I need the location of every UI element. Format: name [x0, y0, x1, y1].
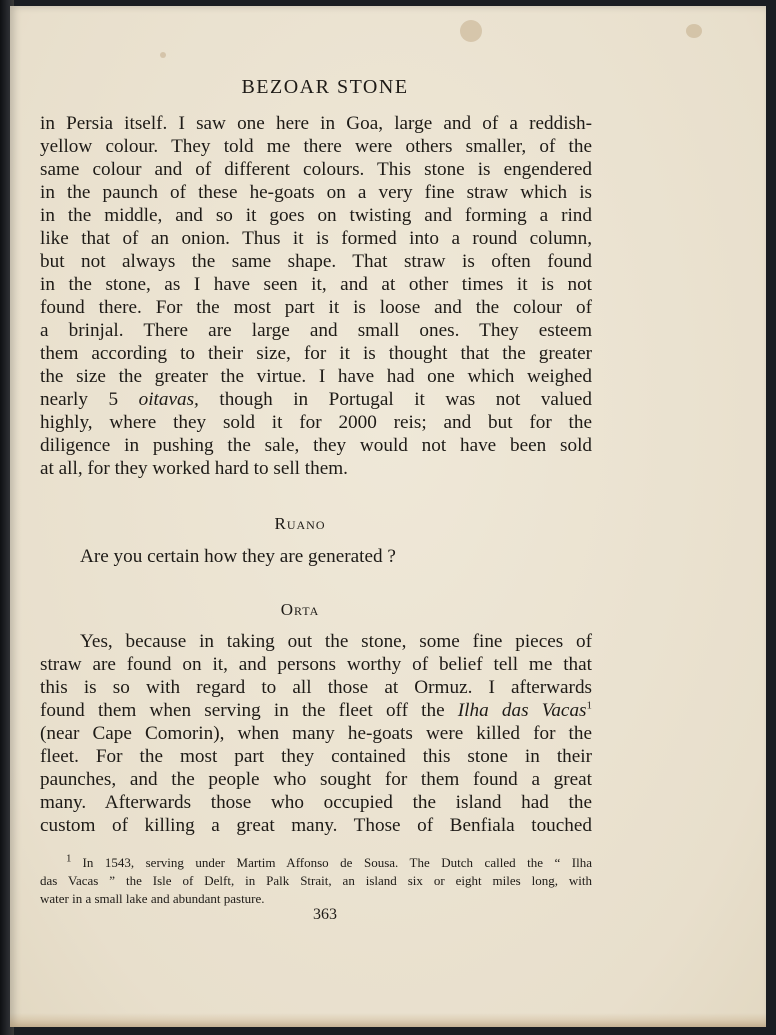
text-line: fleet. For the most part they contained this stone in their — [40, 746, 592, 767]
text-line: (near Cape Comorin), when many he-goats were killed for the — [40, 723, 592, 744]
text-line: in the middle, and so it goes on twisting and forming a rind — [40, 205, 592, 226]
italic-place-name: Ilha das Vacas — [457, 700, 587, 721]
book-page — [10, 6, 766, 1027]
text-line: the size the greater the virtue. I have had one which weighed — [40, 366, 592, 387]
question-text: Are you certain how they are generated ? — [80, 546, 396, 567]
footnote — [40, 854, 592, 908]
text-line: highly, where they sold it for 2000 reis; and but for the — [40, 412, 592, 433]
text-line: paunches, and the people who sought for them found a great — [40, 769, 592, 790]
text-line: in the paunch of these he-goats on a very fine straw which is — [40, 182, 592, 203]
paragraph-2 — [40, 630, 592, 837]
running-head: BEZOAR STONE — [241, 76, 409, 98]
text-line: yellow colour. They told me there were others smaller, of the — [40, 136, 592, 157]
text-line: many. Afterwards those who occupied the island had the — [40, 792, 592, 813]
text-line: in Persia itself. I saw one here in Goa, large and of a reddish- — [40, 113, 592, 134]
footnote-marker: 1 — [66, 852, 83, 865]
text-line: like that of an onion. Thus it is formed into a round column, — [40, 228, 592, 249]
text-line: them according to their size, for it is thought that the greater — [40, 343, 592, 364]
text-line: nearly 5 oitavas, though in Portugal it was not valued — [40, 389, 592, 410]
foxing-spot — [686, 24, 702, 38]
page-number: 363 — [313, 906, 337, 923]
foxing-spot — [160, 52, 166, 58]
footnote-line: $^1$ In 1543, serving under Martim Affonso de Sousa. The Dutch called the “ Ilha — [66, 852, 592, 870]
text-line: straw are found on it, and persons worthy of belief tell me that — [40, 654, 592, 675]
italic-term: oitavas, — [138, 389, 199, 410]
text-line: diligence in pushing the sale, they would not have been sold — [40, 435, 592, 456]
footnote-line: water in a small lake and abundant pasture. — [40, 891, 265, 906]
text-line: in the stone, as I have seen it, and at other times it is not — [40, 274, 592, 295]
question-line — [40, 546, 592, 568]
text-line: custom of killing a great many. Those of Benfiala touched — [40, 815, 592, 836]
speaker-ruano: Ruano — [274, 514, 326, 533]
text-line: but not always the same shape. That straw is often found — [40, 251, 592, 272]
text-line: found there. For the most part it is loose and the colour of — [40, 297, 592, 318]
paragraph-2-text — [40, 630, 592, 837]
footnote-line: das Vacas ” the Isle of Delft, in Palk Strait, an island six or eight miles long, with — [40, 873, 592, 888]
text-line: found them when serving in the fleet off the Ilha das Vacas$^1$ — [40, 699, 593, 721]
paragraph-1 — [40, 112, 592, 480]
text-line: this is so with regard to all those at Ormuz. I afterwards — [40, 677, 592, 698]
text-line: Yes, because in taking out the stone, some fine pieces of — [80, 631, 592, 652]
text-line: a brinjal. There are large and small ones. They esteem — [40, 320, 592, 341]
text-line: at all, for they worked hard to sell them. — [40, 458, 348, 479]
text-line: same colour and of different colours. This stone is engendered — [40, 159, 592, 180]
foxing-spot — [460, 20, 482, 42]
page-bottom-edge — [10, 1013, 766, 1027]
footnote-reference: 1 — [586, 699, 593, 712]
speaker-orta: Orta — [280, 600, 320, 619]
paragraph-1-text — [40, 112, 592, 480]
